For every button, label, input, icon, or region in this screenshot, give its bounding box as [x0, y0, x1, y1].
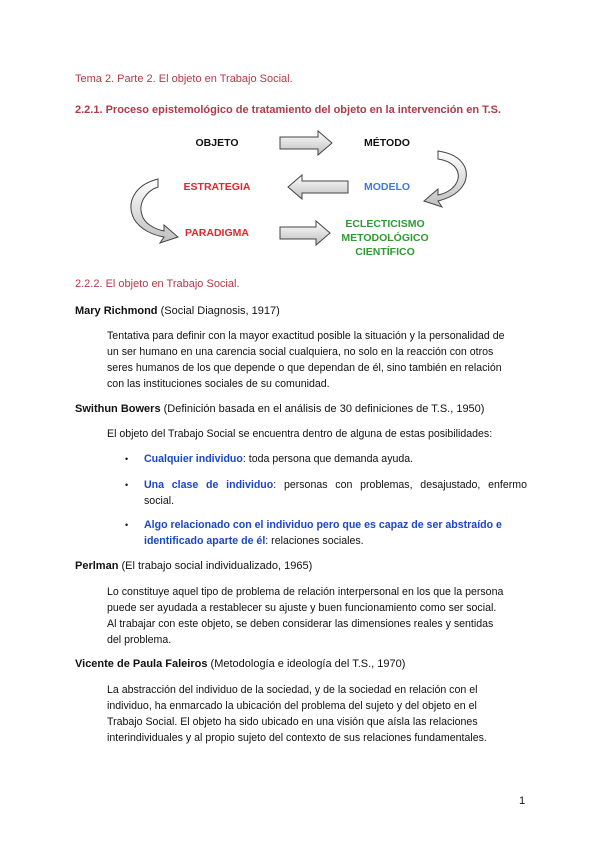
diagram-eclecticismo [330, 217, 440, 259]
bullet-icon: • [125, 454, 129, 464]
author-name: Mary Richmond [75, 305, 158, 317]
item-strong: Cualquier individuo [144, 453, 243, 465]
author-perlman [75, 560, 312, 572]
text-line: del problema. [107, 634, 172, 646]
item-rest: : personas con problemas, desajustado, enfermo [273, 479, 527, 491]
item-cont: social. [144, 495, 175, 507]
author-name: Perlman [75, 560, 119, 572]
author-source: (Metodología e ideología del T.S., 1970) [207, 658, 406, 670]
diagram-modelo: MODELO [363, 181, 411, 193]
text-line: La abstracción del individuo de la sociedad, y de la sociedad en relación con el [107, 684, 478, 696]
page-number: 1 [519, 795, 526, 807]
text-line: Al trabajar con este objeto, se deben considerar las dimensiones reales y sentidas [107, 618, 494, 630]
section-heading-2-2-1: 2.2.1. Proceso epistemológico de tratamiento del objeto en la intervención en T.S. [75, 104, 502, 116]
bullet-icon: • [125, 480, 129, 490]
item-strong-2: identificado aparte de él [144, 535, 266, 547]
author-name: Swithun Bowers [75, 403, 161, 415]
curved-arrow-left-icon [131, 179, 178, 243]
text-line: puede ser ayudada a restablecer su ajuste y buen funcionamiento como ser social. [107, 602, 497, 614]
list-item [107, 517, 527, 553]
bowers-list [107, 451, 527, 553]
text-line: seres humanos de los que depende o que dependan de él, sino también en relación [107, 362, 502, 374]
richmond-definition [107, 328, 527, 392]
author-source: (El trabajo social individualizado, 1965) [118, 560, 313, 572]
arrow-left-icon [288, 175, 348, 199]
text-line: individuo, ha enmarcado la ubicación del problema del sujeto y del objeto en el [107, 700, 477, 712]
diagram-estrategia: ESTRATEGIA [183, 181, 251, 193]
document-title: Tema 2. Parte 2. El objeto en Trabajo Social. [75, 73, 293, 85]
author-richmond [75, 305, 280, 317]
epistemological-diagram [120, 125, 480, 265]
author-faleiros [75, 658, 405, 670]
item-strong: Algo relacionado con el individuo pero que es capaz de ser abstraído e [144, 519, 502, 531]
diagram-eclecticismo-line: METODOLÓGICO [341, 232, 429, 244]
faleiros-definition [107, 682, 527, 746]
text-line: con las instituciones sociales de su comunidad. [107, 378, 330, 390]
text-line: un ser humano en una carencia social cualquiera, no solo en la reacción con otros [107, 346, 494, 358]
author-source: (Social Diagnosis, 1917) [157, 305, 280, 317]
arrow-right-icon [280, 131, 332, 155]
section-heading-2-2-2: 2.2.2. El objeto en Trabajo Social. [75, 278, 240, 290]
author-bowers [75, 403, 484, 415]
diagram-eclecticismo-line: ECLECTICISMO [345, 218, 425, 230]
text-line: interindividuales y al propio sujeto del contexto de sus relaciones fundamentales. [107, 732, 487, 744]
item-rest: : toda persona que demanda ayuda. [242, 453, 414, 465]
text-line: Lo constituye aquel tipo de problema de relación interpersonal en los que la persona [107, 586, 504, 598]
text-line: Tentativa para definir con la mayor exactitud posible la situación y la personalidad de [107, 330, 505, 342]
diagram-objeto: OBJETO [195, 137, 239, 149]
bullet-icon: • [125, 520, 129, 530]
bowers-intro: El objeto del Trabajo Social se encuentra dentro de alguna de estas posibilidades: [107, 428, 493, 440]
item-strong: Una clase de individuo [144, 479, 274, 491]
author-source: (Definición basada en el análisis de 30 definiciones de T.S., 1950) [160, 403, 485, 415]
list-item [107, 477, 527, 513]
arrow-right-icon [280, 221, 330, 245]
list-item [107, 451, 527, 473]
diagram-metodo: MÉTODO [364, 137, 410, 149]
item-rest: : relaciones sociales. [265, 535, 364, 547]
diagram-eclecticismo-line: CIENTÍFICO [355, 246, 415, 258]
author-name: Vicente de Paula Faleiros [75, 658, 208, 670]
perlman-definition [107, 584, 527, 648]
curved-arrow-right-icon [424, 151, 466, 207]
text-line: Trabajo Social. El objeto ha sido ubicado en una visión que aísla las relaciones [107, 716, 478, 728]
diagram-paradigma: PARADIGMA [185, 227, 249, 239]
